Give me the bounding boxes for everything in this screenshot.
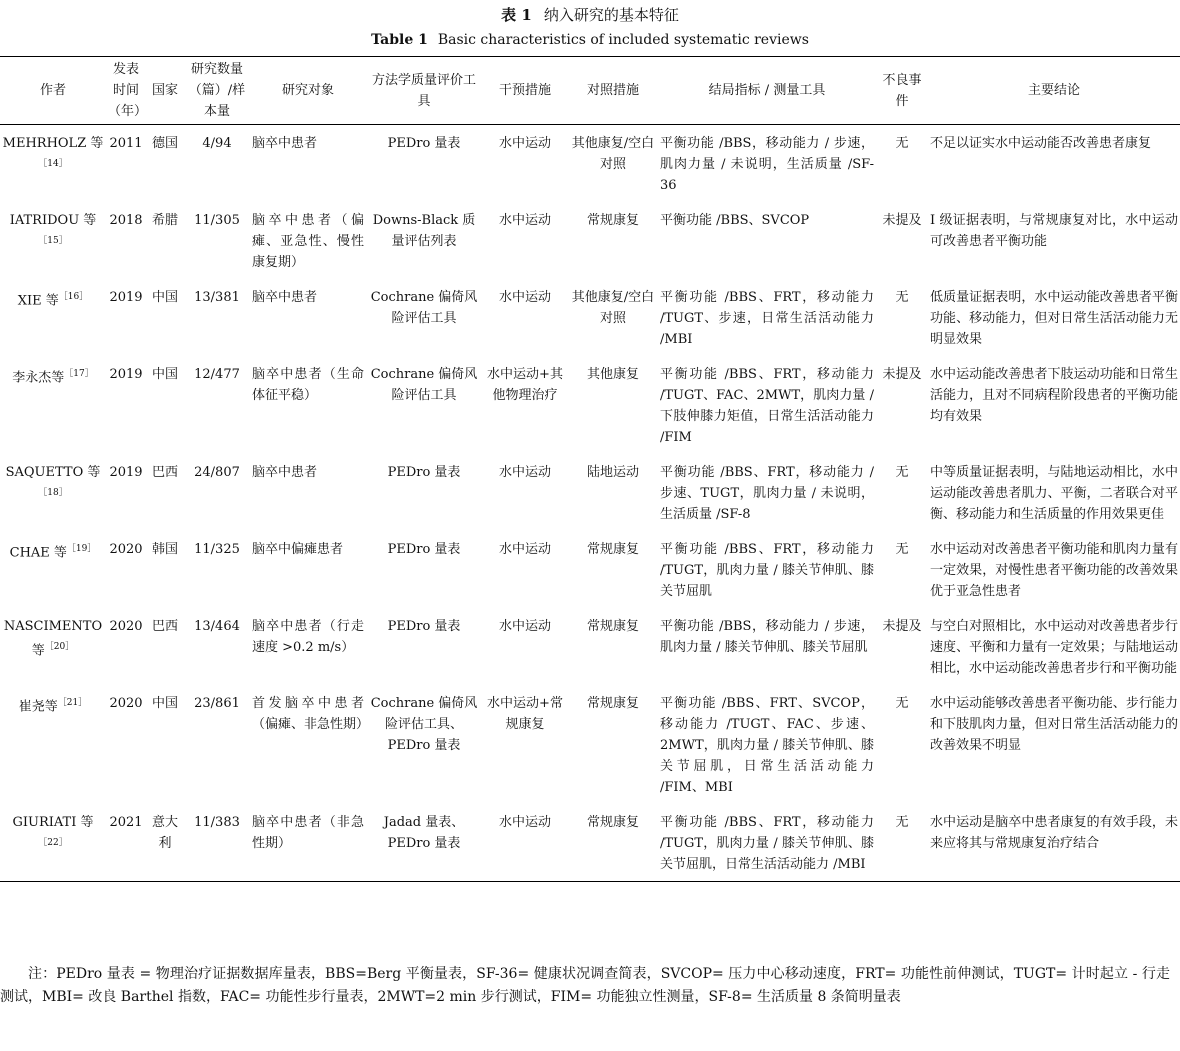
- table-note: 注：PEDro 量表 = 物理治疗证据数据库量表，BBS=Berg 平衡量表，SF-36= 健康状况调查简表，SVCOP= 压力中心移动速度，FRT= 功能性前伸测试，TUGT= 计时起立 - 行走测试，MBI= 改良 Barthel 指数，FAC= 功能性步行量表，2MWT=2 min 步行测试，FIM= 功能独立性测量，SF-8= 生活质量 8 条简明量表: [0, 966, 1170, 1005]
- cell-outcome: [658, 202, 876, 279]
- cell-n: [184, 685, 250, 804]
- cell-author: [0, 531, 106, 608]
- author-text: GIURIATI 等: [12, 815, 94, 830]
- author-text: 崔尧等: [18, 699, 58, 715]
- outcome-text: 平衡功能 /BBS、FRT，移动能力 /TUGT、FAC、2MWT，肌肉力量 / 下肢伸膝力矩值，日常生活活动能力 /FIM: [660, 367, 874, 445]
- conclusion-text: 水中运动能够改善患者平衡功能、步行能力和下肢肌肉力量，但对日常生活活动能力的改善效果不明显: [930, 696, 1178, 753]
- tool-text: PEDro 量表: [387, 136, 461, 151]
- cell-conclusion: [928, 608, 1180, 685]
- reference-number: ［19］: [66, 544, 97, 554]
- ae-text: 未提及: [882, 619, 922, 634]
- cell-tool: [366, 608, 482, 685]
- intervention-text: 水中运动+常规康复: [487, 696, 563, 732]
- intervention-text: 水中运动: [498, 290, 551, 305]
- cell-conclusion: [928, 454, 1180, 531]
- year-text: 2020: [109, 619, 143, 634]
- cell-tool: [366, 279, 482, 356]
- cell-conclusion: [928, 531, 1180, 608]
- reference-number: ［20］: [44, 642, 75, 652]
- subject-text: 脑卒中患者（非急性期）: [252, 815, 364, 851]
- cell-control: [568, 454, 658, 531]
- cell-outcome: [658, 356, 876, 454]
- cell-country: [146, 202, 184, 279]
- cell-n: [184, 279, 250, 356]
- cell-intervention: [482, 454, 568, 531]
- cell-country: [146, 454, 184, 531]
- cell-year: [106, 125, 146, 203]
- table-caption-cn: [0, 4, 1180, 25]
- reference-number: ［17］: [64, 369, 94, 379]
- cell-n: [184, 202, 250, 279]
- subject-text: 首发脑卒中患者（偏瘫、非急性期）: [252, 696, 370, 732]
- outcome-text: 平衡功能 /BBS，移动能力 / 步速，肌肉力量 / 未说明，生活质量 /SF-36: [660, 136, 874, 193]
- cell-control: [568, 279, 658, 356]
- cell-country: [146, 279, 184, 356]
- characteristics-table: [0, 56, 1180, 882]
- country-text: 中国: [151, 290, 178, 305]
- subject-text: 脑卒中患者: [252, 290, 318, 305]
- cell-country: [146, 125, 184, 203]
- reference-number: ［16］: [58, 292, 89, 302]
- cell-ae: [876, 804, 928, 882]
- n-text: 11/383: [194, 815, 240, 830]
- cell-country: [146, 804, 184, 882]
- country-text: 中国: [151, 367, 178, 382]
- year-text: 2019: [109, 367, 143, 382]
- control-text: 其他康复/空白对照: [571, 290, 655, 326]
- ae-text: 未提及: [882, 367, 922, 382]
- country-text: 巴西: [151, 465, 178, 480]
- year-text: 2021: [109, 815, 143, 830]
- outcome-text: 平衡功能 /BBS、FRT，移动能力 /TUGT、步速，日常生活活动能力 /MBI: [660, 290, 874, 347]
- tool-text: PEDro 量表: [387, 465, 461, 480]
- cell-ae: [876, 608, 928, 685]
- n-text: 13/464: [194, 619, 240, 634]
- ae-text: 无: [895, 290, 909, 305]
- cell-intervention: [482, 356, 568, 454]
- table-number-en: Table 1: [371, 32, 428, 48]
- cell-year: [106, 279, 146, 356]
- cell-intervention: [482, 125, 568, 203]
- cell-control: [568, 202, 658, 279]
- column-header: 发表时间（年）: [108, 62, 148, 119]
- subject-text: 脑卒中患者: [252, 465, 318, 480]
- year-text: 2019: [109, 290, 143, 305]
- author-text: SAQUETTO 等: [5, 465, 101, 480]
- tool-text: PEDro 量表: [387, 542, 461, 557]
- cell-year: [106, 804, 146, 882]
- conclusion-text: I 级证据表明，与常规康复对比，水中运动可改善患者平衡功能: [930, 213, 1178, 249]
- cell-conclusion: [928, 202, 1180, 279]
- cell-subject: [250, 356, 366, 454]
- cell-outcome: [658, 685, 876, 804]
- cell-control: [568, 356, 658, 454]
- n-text: 24/807: [194, 465, 240, 480]
- table-title-cn: 纳入研究的基本特征: [543, 6, 679, 24]
- cell-country: [146, 608, 184, 685]
- cell-control: [568, 125, 658, 203]
- cell-intervention: [482, 608, 568, 685]
- cell-ae: [876, 531, 928, 608]
- conclusion-text: 中等质量证据表明，与陆地运动相比，水中运动能改善患者肌力、平衡，二者联合对平衡、移动能力和生活质量的作用效果更佳: [930, 465, 1178, 522]
- n-text: 11/305: [194, 213, 240, 228]
- year-text: 2018: [109, 213, 143, 228]
- cell-subject: [250, 125, 366, 203]
- intervention-text: 水中运动+其他物理治疗: [487, 367, 563, 403]
- control-text: 其他康复: [586, 367, 639, 382]
- cell-author: [0, 685, 106, 804]
- table-number-cn: 表 1: [501, 6, 532, 24]
- cell-n: [184, 531, 250, 608]
- year-text: 2020: [109, 542, 143, 557]
- n-text: 23/861: [194, 696, 240, 711]
- cell-tool: [366, 125, 482, 203]
- cell-intervention: [482, 202, 568, 279]
- cell-subject: [250, 454, 366, 531]
- cell-subject: [250, 608, 366, 685]
- author-text: IATRIDOU 等: [9, 213, 97, 228]
- ae-text: 无: [895, 136, 909, 151]
- cell-outcome: [658, 804, 876, 882]
- control-text: 陆地运动: [586, 465, 639, 480]
- table-row: [0, 125, 1180, 203]
- control-text: 常规康复: [586, 815, 639, 830]
- cell-subject: [250, 531, 366, 608]
- tool-text: Cochrane 偏倚风险评估工具: [370, 367, 478, 403]
- reference-number: ［18］: [38, 488, 68, 498]
- intervention-text: 水中运动: [498, 542, 551, 557]
- cell-outcome: [658, 454, 876, 531]
- cell-year: [106, 356, 146, 454]
- cell-author: [0, 125, 106, 203]
- column-header: 干预措施: [498, 83, 551, 98]
- cell-control: [568, 804, 658, 882]
- cell-author: [0, 804, 106, 882]
- control-text: 常规康复: [586, 619, 639, 634]
- cell-tool: [366, 804, 482, 882]
- control-text: 常规康复: [586, 542, 639, 557]
- cell-conclusion: [928, 356, 1180, 454]
- author-text: 李永杰等: [12, 370, 65, 386]
- control-text: 其他康复/空白对照: [571, 136, 655, 172]
- conclusion-text: 水中运动对改善患者平衡功能和肌肉力量有一定效果，对慢性患者平衡功能的改善效果优于亚急性患者: [930, 542, 1178, 599]
- cell-intervention: [482, 279, 568, 356]
- column-header: 不良事件: [882, 72, 922, 109]
- cell-outcome: [658, 279, 876, 356]
- reference-number: ［21］: [57, 698, 88, 708]
- ae-text: 无: [895, 696, 909, 711]
- outcome-text: 平衡功能 /BBS、SVCOP: [660, 213, 810, 228]
- table-body: [0, 125, 1180, 882]
- tool-text: Downs-Black 质量评估列表: [372, 213, 476, 249]
- cell-author: [0, 202, 106, 279]
- outcome-text: 平衡功能 /BBS、FRT，移动能力 /TUGT，肌肉力量 / 膝关节伸肌、膝关节屈肌，日常生活活动能力 /MBI: [660, 815, 874, 872]
- cell-intervention: [482, 685, 568, 804]
- outcome-text: 平衡功能 /BBS、FRT、SVCOP，移动能力 /TUGT、FAC、步速、2MWT，肌肉力量 / 膝关节伸肌、膝关节屈肌，日常生活活动能力 /FIM、MBI: [660, 696, 874, 795]
- cell-conclusion: [928, 125, 1180, 203]
- subject-text: 脑卒中偏瘫患者: [252, 542, 344, 557]
- cell-year: [106, 454, 146, 531]
- cell-ae: [876, 125, 928, 203]
- reference-number: ［15］: [38, 236, 68, 246]
- country-text: 德国: [151, 136, 178, 151]
- table-row: [0, 279, 1180, 356]
- column-header: 方法学质量评价工具: [371, 72, 476, 109]
- tool-text: Cochrane 偏倚风险评估工具、PEDro 量表: [370, 696, 478, 753]
- tool-text: PEDro 量表: [387, 619, 461, 634]
- header-row: [0, 57, 1180, 125]
- cell-year: [106, 202, 146, 279]
- ae-text: 无: [895, 815, 909, 830]
- cell-outcome: [658, 125, 876, 203]
- cell-tool: [366, 454, 482, 531]
- tool-text: Jadad 量表、PEDro 量表: [383, 815, 465, 851]
- intervention-text: 水中运动: [498, 213, 551, 228]
- subject-text: 脑卒中患者（生命体征平稳）: [252, 367, 364, 403]
- cell-subject: [250, 279, 366, 356]
- author-text: NASCIMENTO 等: [3, 619, 103, 659]
- n-text: 4/94: [202, 136, 232, 151]
- tool-text: Cochrane 偏倚风险评估工具: [370, 290, 478, 326]
- table-row: [0, 608, 1180, 685]
- intervention-text: 水中运动: [498, 465, 551, 480]
- column-header: 对照措施: [586, 83, 639, 98]
- cell-outcome: [658, 608, 876, 685]
- table-row: [0, 202, 1180, 279]
- cell-country: [146, 356, 184, 454]
- country-text: 希腊: [151, 213, 178, 228]
- column-header: 研究对象: [281, 83, 334, 98]
- n-text: 12/477: [194, 367, 240, 382]
- country-text: 巴西: [151, 619, 178, 634]
- cell-control: [568, 531, 658, 608]
- conclusion-text: 与空白对照相比，水中运动对改善患者步行速度、平衡和力量有一定效果；与陆地运动相比，水中运动能改善患者步行和平衡功能: [930, 619, 1178, 676]
- cell-intervention: [482, 531, 568, 608]
- cell-control: [568, 685, 658, 804]
- control-text: 常规康复: [586, 696, 639, 711]
- cell-author: [0, 279, 106, 356]
- cell-tool: [366, 685, 482, 804]
- table-title-en: Basic characteristics of included systematic reviews: [437, 32, 809, 48]
- column-header: 研究数量（篇）/样本量: [188, 62, 246, 119]
- conclusion-text: 水中运动能改善患者下肢运动功能和日常生活能力，且对不同病程阶段患者的平衡功能均有效果: [930, 367, 1178, 424]
- cell-ae: [876, 356, 928, 454]
- cell-ae: [876, 279, 928, 356]
- n-text: 11/325: [194, 542, 240, 557]
- country-text: 韩国: [151, 542, 178, 557]
- ae-text: 未提及: [882, 213, 922, 228]
- cell-author: [0, 454, 106, 531]
- year-text: 2011: [109, 136, 143, 151]
- subject-text: 脑卒中患者（行走速度 >0.2 m/s）: [252, 619, 364, 655]
- cell-year: [106, 608, 146, 685]
- author-text: CHAE 等: [9, 545, 67, 561]
- cell-control: [568, 608, 658, 685]
- cell-subject: [250, 202, 366, 279]
- outcome-text: 平衡功能 /BBS、FRT，移动能力 / 步速、TUGT，肌肉力量 / 未说明，生活质量 /SF-8: [660, 465, 874, 522]
- reference-number: ［14］: [38, 159, 68, 169]
- subject-text: 脑卒中患者（偏瘫、亚急性、慢性康复期）: [252, 213, 364, 270]
- intervention-text: 水中运动: [498, 815, 551, 830]
- cell-n: [184, 608, 250, 685]
- n-text: 13/381: [194, 290, 240, 305]
- cell-country: [146, 531, 184, 608]
- cell-conclusion: [928, 279, 1180, 356]
- author-text: MEHRHOLZ 等: [2, 136, 104, 151]
- year-text: 2019: [109, 465, 143, 480]
- table-caption-en: [0, 32, 1180, 48]
- conclusion-text: 低质量证据表明，水中运动能改善患者平衡功能、移动能力，但对日常生活活动能力无明显效果: [930, 290, 1178, 347]
- table-row: [0, 356, 1180, 454]
- table-row: [0, 804, 1180, 882]
- outcome-text: 平衡功能 /BBS，移动能力 / 步速，肌肉力量 / 膝关节伸肌、膝关节屈肌: [660, 619, 874, 655]
- cell-year: [106, 685, 146, 804]
- table-header: [0, 57, 1180, 125]
- ae-text: 无: [895, 542, 909, 557]
- table-row: [0, 685, 1180, 804]
- cell-conclusion: [928, 685, 1180, 804]
- cell-ae: [876, 685, 928, 804]
- cell-tool: [366, 356, 482, 454]
- country-text: 意大利: [151, 815, 178, 851]
- cell-subject: [250, 804, 366, 882]
- cell-tool: [366, 202, 482, 279]
- ae-text: 无: [895, 465, 909, 480]
- cell-outcome: [658, 531, 876, 608]
- conclusion-text: 水中运动是脑卒中患者康复的有效手段，未来应将其与常规康复治疗结合: [930, 815, 1178, 851]
- column-header: 作者: [39, 83, 66, 98]
- subject-text: 脑卒中患者: [252, 136, 318, 151]
- intervention-text: 水中运动: [498, 136, 551, 151]
- table-row: [0, 454, 1180, 531]
- conclusion-text: 不足以证实水中运动能否改善患者康复: [930, 136, 1152, 151]
- cell-author: [0, 608, 106, 685]
- country-text: 中国: [151, 696, 178, 711]
- cell-year: [106, 531, 146, 608]
- cell-ae: [876, 202, 928, 279]
- column-header: 结局指标 / 测量工具: [708, 83, 826, 98]
- intervention-text: 水中运动: [498, 619, 551, 634]
- cell-n: [184, 356, 250, 454]
- cell-n: [184, 804, 250, 882]
- cell-subject: [250, 685, 370, 804]
- column-header: 国家: [151, 83, 178, 98]
- cell-n: [184, 454, 250, 531]
- cell-author: [0, 356, 106, 454]
- year-text: 2020: [109, 696, 143, 711]
- cell-conclusion: [928, 804, 1180, 882]
- cell-intervention: [482, 804, 568, 882]
- cell-n: [184, 125, 250, 203]
- cell-tool: [366, 531, 482, 608]
- author-text: XIE 等: [17, 293, 59, 309]
- outcome-text: 平衡功能 /BBS、FRT，移动能力 /TUGT，肌肉力量 / 膝关节伸肌、膝关节屈肌: [660, 542, 874, 599]
- cell-country: [146, 685, 184, 804]
- reference-number: ［22］: [38, 838, 68, 848]
- table-row: [0, 531, 1180, 608]
- cell-ae: [876, 454, 928, 531]
- column-header: 主要结论: [1027, 83, 1080, 98]
- control-text: 常规康复: [586, 213, 639, 228]
